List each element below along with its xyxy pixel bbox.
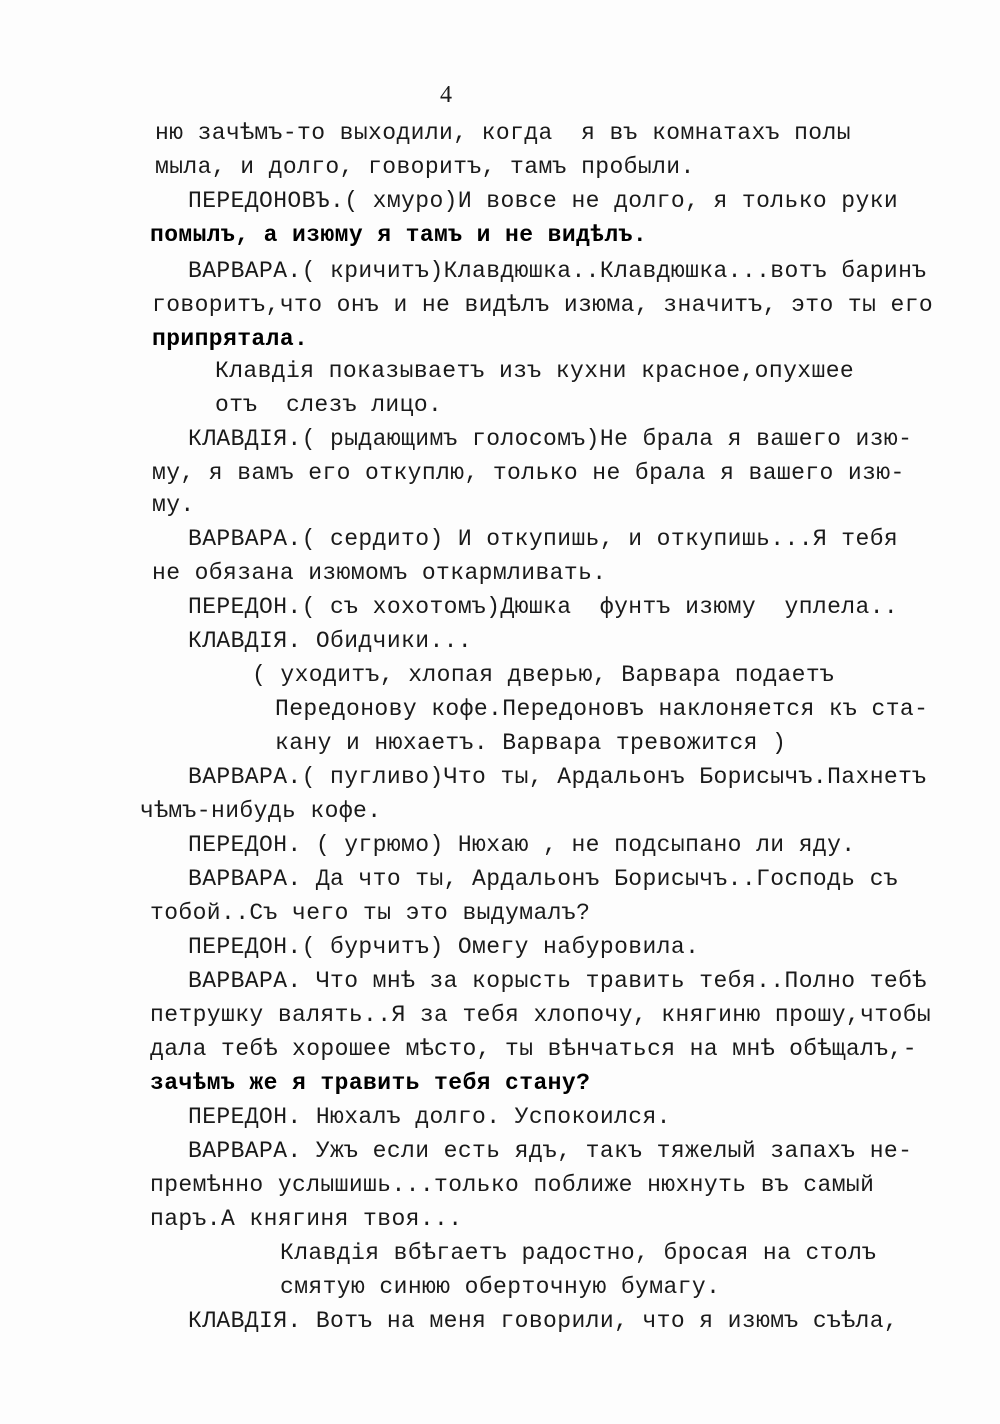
text-line: говоритъ,что онъ и не видѣлъ изюма, значитъ, это ты его [152, 292, 934, 318]
text-line: ВАРВАРА. Что мнѣ за корысть травить тебя..Полно тебѣ [188, 968, 927, 994]
text-line: припрятала. [152, 326, 309, 352]
stage-direction: Клавдія вбѣгаетъ радостно, бросая на столъ [280, 1240, 877, 1266]
text-line: ВАРВАРА. Ужъ если есть ядъ, такъ тяжелый запахъ не- [188, 1138, 913, 1164]
stage-direction: ( уходитъ, хлопая дверью, Варвара подаетъ [252, 662, 835, 688]
text-line: КЛАВДІЯ.( рыдающимъ голосомъ)Не брала я вашего изю- [188, 426, 913, 452]
text-line: помылъ, а изюму я тамъ и не видѣлъ. [150, 222, 648, 248]
text-line: ПЕРЕДОН.( съ хохотомъ)Дюшка фунтъ изюму уплела.. [188, 594, 899, 620]
text-line: премѣнно услышишь...только поближе нюхнуть въ самый [150, 1172, 875, 1198]
text-line: ПЕРЕДОН. Нюхалъ долго. Успокоился. [188, 1104, 671, 1130]
stage-direction: кану и нюхаетъ. Варвара тревожится ) [275, 730, 787, 756]
text-line: ВАРВАРА. Да что ты, Ардальонъ Борисычъ..Господь съ [188, 866, 899, 892]
text-line: дала тебѣ хорошее мѣсто, ты вѣнчаться на мнѣ обѣщалъ,- [150, 1036, 917, 1062]
text-line: ВАРВАРА.( сердито) И откупишь, и откупишь...Я тебя [188, 526, 899, 552]
text-line: ВАРВАРА.( пугливо)Что ты, Ардальонъ Борисычъ.Пахнетъ [188, 764, 927, 790]
text-line: чѣмъ-нибудь кофе. [140, 798, 382, 824]
stage-direction: смятую синюю оберточную бумагу. [280, 1274, 721, 1300]
text-line: му. [152, 492, 195, 518]
text-line: зачѣмъ же я травить тебя стану? [150, 1070, 591, 1096]
text-line: ню зачѣмъ-то выходили, когда я въ комнатахъ полы [155, 120, 851, 146]
text-line: ПЕРЕДОН.( бурчитъ) Омегу набуровила. [188, 934, 700, 960]
text-line: КЛАВДІЯ. Обидчики... [188, 628, 473, 654]
stage-direction: отъ слезъ лицо. [215, 392, 443, 418]
text-line: му, я вамъ его откуплю, только не брала я вашего изю- [152, 460, 905, 486]
stage-direction: Передонову кофе.Передоновъ наклоняется къ ста- [275, 696, 929, 722]
text-line: ВАРВАРА.( кричитъ)Клавдюшка..Клавдюшка...вотъ баринъ [188, 258, 927, 284]
text-line: КЛАВДІЯ. Вотъ на меня говорили, что я изюмъ съѣла, [188, 1308, 899, 1334]
page-number: 4 [440, 82, 452, 108]
text-line: петрушку валять..Я за тебя хлопочу, княгиню прошу,чтобы [150, 1002, 932, 1028]
text-line: ПЕРЕДОНОВЪ.( хмуро)И вовсе не долго, я только руки [188, 188, 899, 214]
text-line: мыла, и долго, говоритъ, тамъ пробыли. [155, 154, 695, 180]
text-line: паръ.А княгиня твоя... [150, 1206, 463, 1232]
text-line: тобой..Съ чего ты это выдумалъ? [150, 900, 591, 926]
text-line: не обязана изюмомъ откармливать. [152, 560, 607, 586]
text-line: ПЕРЕДОН. ( угрюмо) Нюхаю , не подсыпано ли яду. [188, 832, 856, 858]
stage-direction: Клавдія показываетъ изъ кухни красное,опухшее [215, 358, 855, 384]
